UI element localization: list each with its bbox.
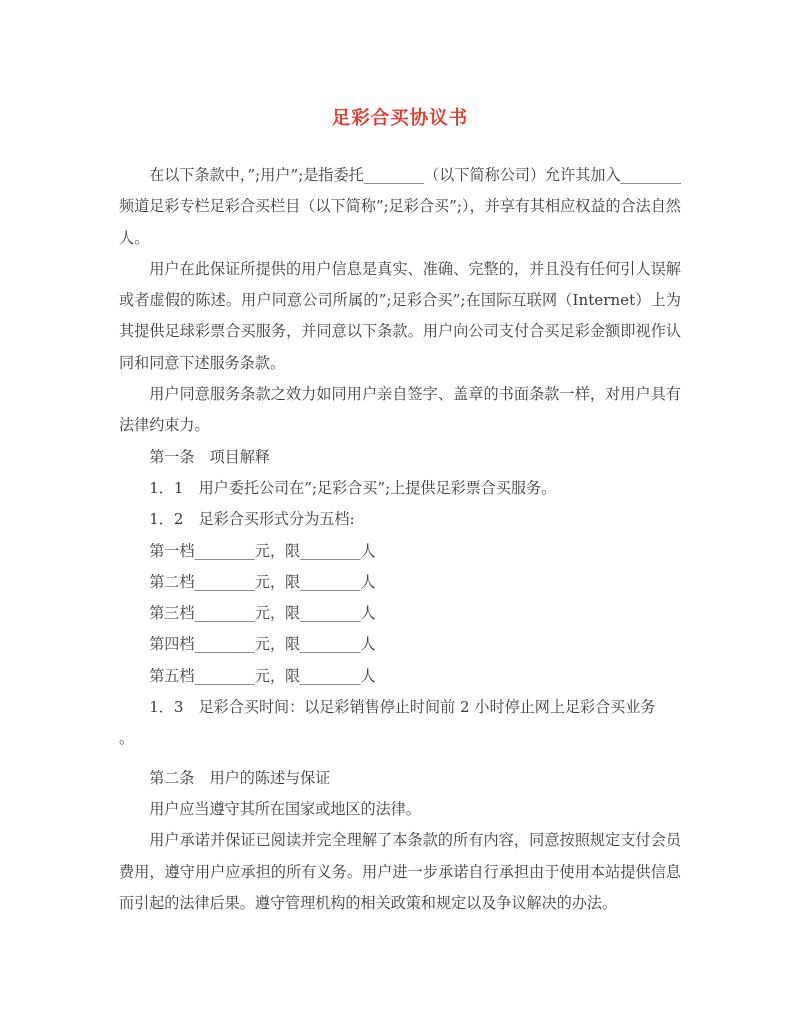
article-two-heading: 第二条 用户的陈述与保证 [149,768,331,787]
article-two-paragraph-1: 用户应当遵守其所在国家或地区的法律。 [149,799,421,818]
clause-1-1: 1．1 用户委托公司在”;足彩合买”;上提供足彩票合买服务。 [149,478,557,497]
tier-line-1: 第一档________元，限________人 [149,541,376,560]
tier-line-3: 第三档________元，限________人 [149,604,376,623]
preamble-paragraph-3: 用户同意服务条款之效力如同用户亲自签字、盖章的书面条款一样，对用户具有法律约束力。 [119,385,681,435]
section-spacer [119,755,681,763]
page-title: 足彩合买协议书 [331,108,469,129]
clause-1-3-trailing-period: 。 [119,729,135,748]
tier-line-2: 第二档________元，限________人 [149,572,376,591]
clause-1-2: 1．2 足彩合买形式分为五档: [149,510,355,529]
tier-line-4: 第四档________元，限________人 [149,635,376,654]
preamble-paragraph-1: 在以下条款中，”;用户”;是指委托________（以下简称公司）允许其加入________频道足彩专栏足彩合买栏目（以下简称”;足彩合买”;），并享有其相应权益的合法自然人。 [119,166,681,247]
clause-1-3: 1．3 足彩合买时间：以足彩销售停止时间前 2 小时停止网上足彩合买业务 [149,698,656,717]
article-two-paragraph-2: 用户承诺并保证已阅读并完全理解了本条款的所有内容，同意按照规定支付会员费用，遵守用户应承担的所有义务。用户进一步承诺自行承担由于使用本站提供信息而引起的法律后果。遵守管理机构的相关政策和规定以及争议解决的办法。 [119,831,681,912]
tier-line-5: 第五档________元，限________人 [149,666,376,685]
article-one-heading: 第一条 项目解释 [149,447,270,466]
preamble-paragraph-2: 用户在此保证所提供的用户信息是真实、准确、完整的，并且没有任何引人误解或者虚假的陈述。用户同意公司所属的”;足彩合买”;在国际互联网（Internet）上为其提供足球彩票合买服务，并同意以下条款。用户向公司支付合买足彩金额即视作认同和同意下述服务条款。 [119,259,681,372]
document-body [119,160,681,919]
